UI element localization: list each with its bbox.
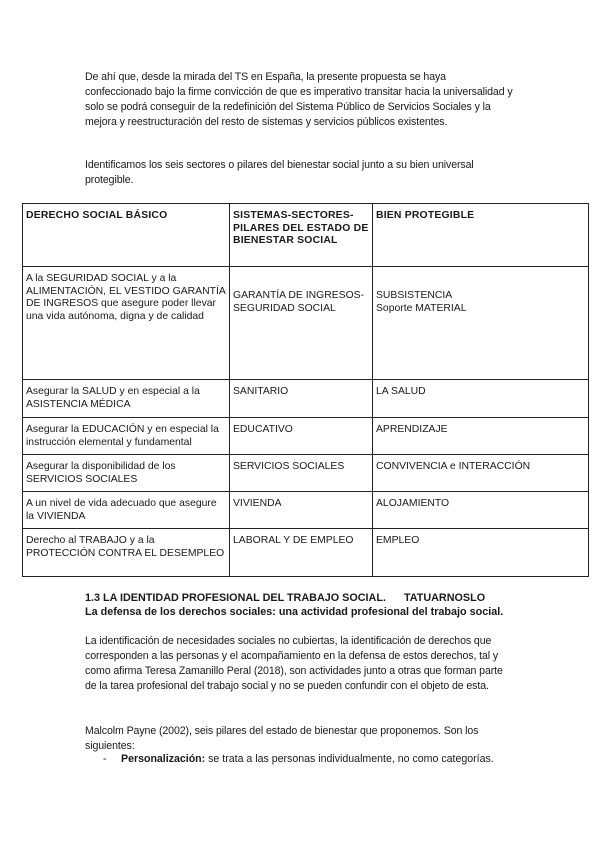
section-heading-tag: TATUARNOSLO (403, 592, 486, 604)
header-bien: BIEN PROTEGIBLE (373, 204, 589, 267)
cell-bien-line-1: SUBSISTENCIA (376, 290, 453, 301)
cell-sistema (230, 267, 373, 380)
intro-paragraph-1: De ahí que, desde la mirada del TS en España, la presente propuesta se haya confeccionado bajo la firme convicción de que es imperativo transitar hacia la universalidad y solo se podrá conseguir de la redefinición del Sistema Público de Servicios Sociales y la mejora y reestructuración del resto de sistemas y servicios públicos existentes. (85, 71, 513, 128)
header-sistemas: SISTEMAS-SECTORES-PILARES DEL ESTADO DE BIENESTAR SOCIAL (230, 204, 373, 267)
cell-sistema: LABORAL Y DE EMPLEO (230, 529, 373, 577)
cell-bien-line-2: Soporte MATERIAL (376, 302, 467, 314)
cell-derecho: A la SEGURIDAD SOCIAL y a la ALIMENTACIÓN, EL VESTIDO GARANTÍA DE INGRESOS que asegure poder llevar una vida autónoma, digna y de calidad (23, 267, 230, 380)
table-row (23, 455, 589, 492)
cell-derecho: A un nivel de vida adecuado que asegure la VIVIENDA (23, 492, 230, 529)
bullet-marker: - (103, 753, 107, 765)
table-row (23, 418, 589, 455)
cell-sistema-text: GARANTÍA DE INGRESOS- SEGURIDAD SOCIAL (233, 290, 365, 314)
section-paragraph-1: La identificación de necesidades sociales no cubiertas, la identificación de derechos que corresponden a las personas y el acompañamiento en la defensa de estos derechos, tal y como afirma Teresa Zamanillo Peral (2018), son actividades junto a otras que forman parte de la tarea profesional del trabajo social y no se pueden confundir con el objeto de esta. (85, 635, 503, 692)
cell-sistema: SANITARIO (230, 380, 373, 418)
cell-bien: LA SALUD (373, 380, 589, 418)
cell-bien: EMPLEO (373, 529, 589, 577)
cell-derecho: Derecho al TRABAJO y a la PROTECCIÓN CONTRA EL DESEMPLEO (23, 529, 230, 577)
table-row (23, 267, 589, 380)
section-heading (85, 591, 525, 605)
cell-sistema: VIVIENDA (230, 492, 373, 529)
section-paragraph-2: Malcolm Payne (2002), seis pilares del estado de bienestar que proponemos. Son los siguientes: (85, 725, 479, 752)
bullet-text: se trata a las personas individualmente, no como categorías. (205, 753, 494, 765)
cell-sistema: EDUCATIVO (230, 418, 373, 455)
section-subheading: La defensa de los derechos sociales: una actividad profesional del trabajo social. (85, 606, 504, 618)
cell-bien (373, 267, 589, 380)
bullet-term: Personalización: (121, 753, 206, 765)
welfare-pillars-table (22, 203, 589, 577)
cell-bien: CONVIVENCIA e INTERACCIÓN (373, 455, 589, 492)
section-heading-text: 1.3 LA IDENTIDAD PROFESIONAL DEL TRABAJO SOCIAL. (85, 592, 386, 604)
cell-bien: APRENDIZAJE (373, 418, 589, 455)
cell-sistema: SERVICIOS SOCIALES (230, 455, 373, 492)
list-item (103, 752, 494, 767)
cell-derecho: Asegurar la SALUD y en especial a la ASISTENCIA MÉDICA (23, 380, 230, 418)
table-row (23, 380, 589, 418)
cell-derecho: Asegurar la disponibilidad de los SERVICIOS SOCIALES (23, 455, 230, 492)
intro-paragraph-2: Identificamos los seis sectores o pilares del bienestar social junto a su bien universal protegible. (85, 159, 474, 186)
table-header-row (23, 204, 589, 267)
header-derecho: DERECHO SOCIAL BÁSICO (23, 204, 230, 267)
table-row (23, 529, 589, 577)
cell-derecho: Asegurar la EDUCACIÓN y en especial la instrucción elemental y fundamental (23, 418, 230, 455)
table-row (23, 492, 589, 529)
cell-bien: ALOJAMIENTO (373, 492, 589, 529)
